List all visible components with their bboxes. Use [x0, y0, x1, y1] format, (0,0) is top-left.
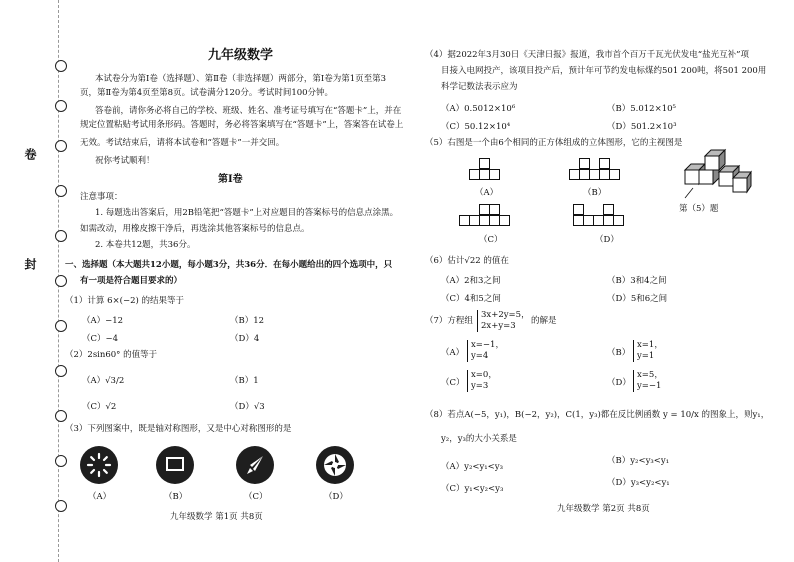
q2-option-a: （A）√3/2: [82, 376, 125, 386]
q3-label-a: （A）: [88, 492, 112, 502]
q4-option-d: （D）501.2×10³: [607, 122, 677, 132]
q1-stem: （1）计算 6×(−2) 的结果等于: [65, 296, 185, 306]
view-option-b: [569, 158, 629, 184]
intro-line: 本试卷分为第Ⅰ卷（选择题）、第Ⅱ卷（非选择题）两部分，第Ⅰ卷为第1页至第3: [95, 74, 387, 84]
binding-hole: [55, 60, 67, 72]
q2-option-b: （B）1: [230, 376, 259, 386]
right-page: [397, 0, 794, 562]
q7-system-eq2: 2x+y=3: [481, 321, 516, 331]
q8-option-b: （B）y₂<y₃<y₁: [607, 456, 670, 466]
section-title: 第Ⅰ卷: [218, 174, 243, 185]
q5-label-a: （A）: [475, 188, 499, 198]
part-heading: 一、选择题（本大题共12小题，每小题3分，共36分．在每小题给出的四个选项中，只: [65, 260, 393, 270]
q7-stem: （7）方程组: [425, 316, 473, 326]
q1-option-c: （C）−4: [82, 334, 119, 344]
intro-line: 祝你考试顺利！: [95, 156, 155, 166]
exam-title: 九年级数学: [208, 48, 274, 63]
q5-figure-caption: 第（5）题: [679, 204, 719, 214]
q1-option-d: （D）4: [230, 334, 260, 344]
q1-option-a: （A）−12: [82, 316, 124, 326]
q7-option-c: [467, 370, 497, 392]
q6-option-c: （C）4和5之间: [441, 294, 501, 304]
note-line: 2. 本卷共12题，共36分。: [95, 240, 196, 250]
binding-hole: [55, 320, 67, 332]
side-label-feng: 封: [23, 258, 37, 270]
binding-hole: [55, 365, 67, 377]
q2-stem: （2）2sin60° 的值等于: [65, 350, 158, 360]
q4-option-b: （B）5.012×10⁵: [607, 104, 676, 114]
q7-label-d: （D）: [607, 378, 631, 388]
q5-label-c: （C）: [479, 235, 503, 245]
q8-stem: y₂，y₃的大小关系是: [441, 434, 517, 444]
q5-label-d: （D）: [595, 235, 619, 245]
q6-option-d: （D）5和6之间: [607, 294, 668, 304]
intro-line: 规定位置粘贴考试用条形码。答题时，务必将答案填写在“答题卡”上，答案答在试卷上: [80, 120, 404, 130]
intro-line: 无效。考试结束后，请将本试卷和“答题卡”一并交回。: [80, 138, 285, 148]
q7-option-c-line2: y=3: [471, 381, 489, 391]
q6-option-b: （B）3和4之间: [607, 276, 667, 286]
q7-system: [477, 310, 530, 332]
notes-title: 注意事项：: [80, 192, 123, 202]
binding-hole: [55, 100, 67, 112]
q7-option-a: [467, 340, 504, 362]
q3-label-c: （C）: [244, 492, 268, 502]
view-option-c: [459, 204, 519, 230]
monitor-icon: [156, 446, 194, 484]
q2-option-c: （C）√2: [82, 402, 117, 412]
binding-hole: [55, 185, 67, 197]
q7-option-b: [633, 340, 663, 362]
q8-option-d: （D）y₃<y₂<y₁: [607, 478, 670, 488]
q2-option-d: （D）√3: [230, 402, 265, 412]
page-footer: 九年级数学 第1页 共8页: [170, 512, 263, 522]
side-label-juan: 卷: [23, 148, 37, 160]
part-heading: 有一项是符合题目要求的）: [80, 276, 183, 286]
binding-hole: [55, 410, 67, 422]
q7-label-b: （B）: [607, 348, 631, 358]
q3-label-b: （B）: [164, 492, 188, 502]
q7-label-c: （C）: [441, 378, 465, 388]
page-footer: 九年级数学 第2页 共8页: [557, 504, 650, 514]
view-option-a: [469, 158, 509, 184]
q5-label-b: （B）: [583, 188, 607, 198]
q6-option-a: （A）2和3之间: [441, 276, 501, 286]
intro-line: 答卷前，请你务必将自己的学校、班级、姓名、准考证号填写在“答题卡”上，并在: [95, 106, 402, 116]
q7-option-d-line1: x=5，: [637, 370, 663, 380]
aperture-icon: [316, 446, 354, 484]
q4-option-a: （A）0.5012×10⁶: [441, 104, 516, 114]
q7-stem-tail: 的解是: [531, 316, 557, 326]
q4-stem: （4）据2022年3月30日《天津日报》报道，我市首个百万千瓦光伏发电“盐光互补”项: [425, 50, 749, 60]
q7-system-eq1: 3x+2y=5，: [481, 310, 530, 320]
q4-stem: 目接入电网投产，该项目投产后，预计年可节约发电标煤约501 200吨，将501 200用: [441, 66, 767, 76]
q7-option-a-line1: x=−1，: [471, 340, 504, 350]
binding-hole: [55, 275, 67, 287]
binding-hole: [55, 455, 67, 467]
q8-option-a: （A）y₂<y₁<y₃: [441, 462, 504, 472]
cube-solid-figure: [675, 148, 753, 204]
q8-stem: （8）若点A(−5，y₁)，B(−2，y₂)，C(1，y₃)都在反比例函数 y = 10/x 的图象上，则y₁，: [425, 410, 770, 420]
q6-stem: （6）估计√22 的值在: [425, 256, 509, 266]
binding-hole: [55, 500, 67, 512]
q7-option-c-line1: x=0，: [471, 370, 497, 380]
binding-hole: [55, 230, 67, 242]
q7-option-d: [633, 370, 663, 392]
rocket-icon: [236, 446, 274, 484]
intro-line: 页，第Ⅱ卷为第4页至第8页。试卷满分120分。考试时间100分钟。: [80, 88, 334, 98]
q4-stem: 科学记数法表示应为: [441, 82, 518, 92]
binding-hole: [55, 140, 67, 152]
note-line: 1. 每题选出答案后，用2B铅笔把“答题卡”上对应题目的答案标号的信息点涂黑。: [95, 208, 399, 218]
q7-option-d-line2: y=−1: [637, 381, 662, 391]
binding-margin: [0, 0, 59, 562]
q3-stem: （3）下列图案中，既是轴对称图形，又是中心对称图形的是: [65, 424, 292, 434]
q4-option-c: （C）50.12×10⁴: [441, 122, 511, 132]
q8-option-c: （C）y₁<y₂<y₃: [441, 484, 504, 494]
view-option-d: [573, 204, 633, 230]
q7-option-b-line1: x=1，: [637, 340, 663, 350]
q7-option-a-line2: y=4: [471, 351, 489, 361]
q5-stem: （5）右图是一个由6个相同的正方体组成的立体图形，它的主视图是: [425, 138, 683, 148]
q3-label-d: （D）: [324, 492, 348, 502]
q7-label-a: （A）: [441, 348, 465, 358]
q1-option-b: （B）12: [230, 316, 265, 326]
q7-option-b-line2: y=1: [637, 351, 655, 361]
loading-spinner-icon: [80, 446, 118, 484]
note-line: 如需改动，用橡皮擦干净后，再选涂其他答案标号的信息点。: [80, 224, 310, 234]
